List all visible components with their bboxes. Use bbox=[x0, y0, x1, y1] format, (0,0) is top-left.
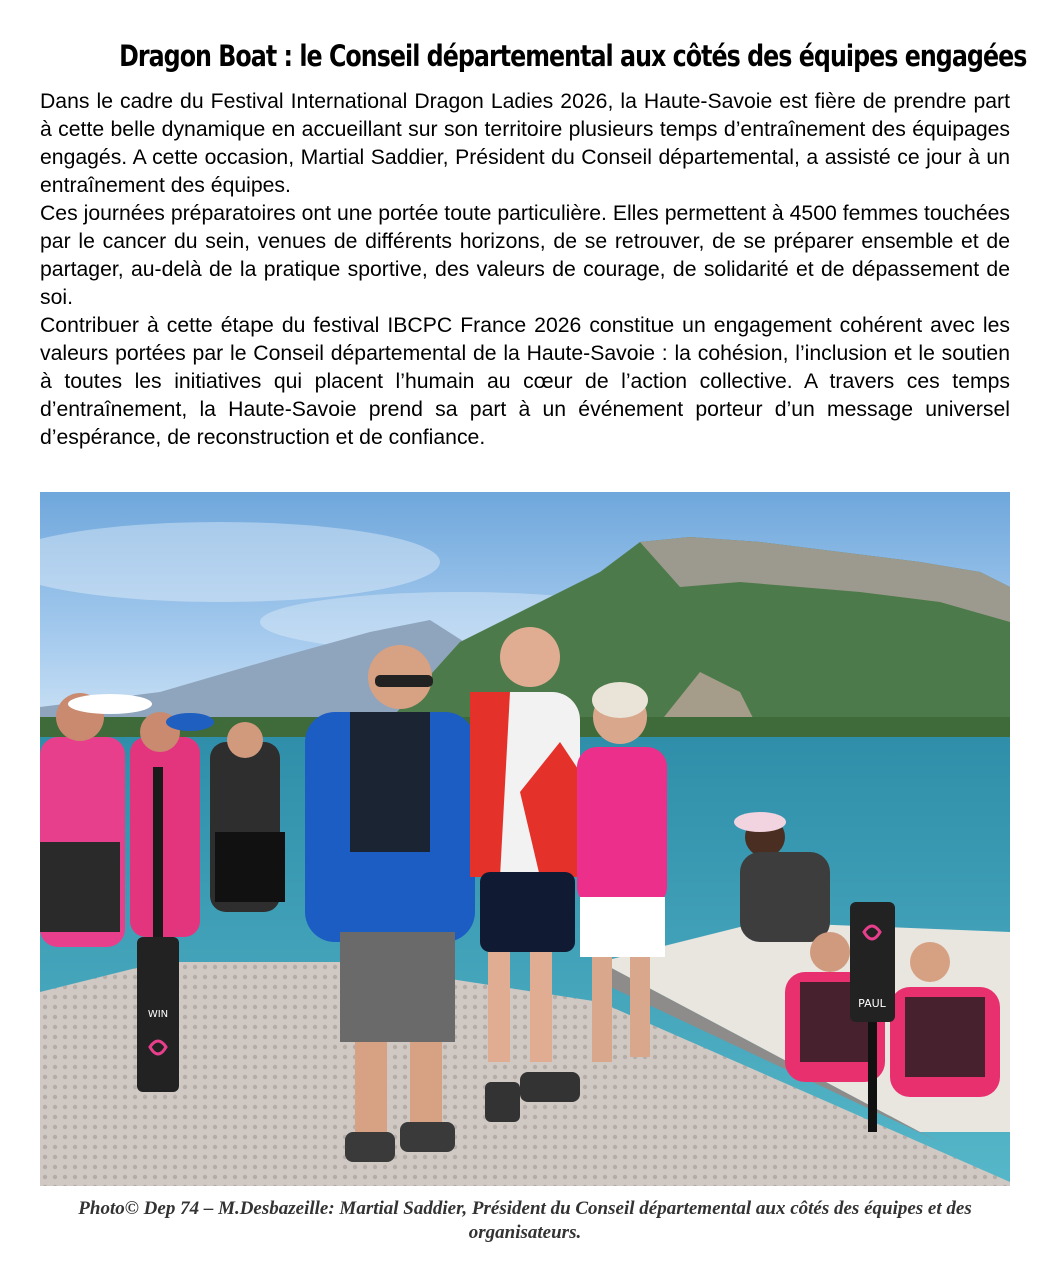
paragraph-3: Contribuer à cette étape du festival IBCPC France 2026 constitue un engagement cohérent avec les valeurs portées par le Conseil départemental de la Haute-Savoie : la cohésion, l’inclusion et le soutien à toutes les initiatives qui placent l’humain au cœur de l’action collective. A travers ces temps d’entraînement, la Haute-Savoie prend sa part à un événement porteur d’un message universel d’espérance, de reconstruction et de confiance. bbox=[40, 314, 1010, 449]
paragraph-2: Ces journées préparatoires ont une portée toute particulière. Elles permettent à 4500 femmes touchées par le cancer du sein, venues de différents horizons, de se retrouver, de se préparer ensemble et de partager, au-delà de la pratique sportive, des valeurs de courage, de solidarité et de dépassement de soi. bbox=[40, 202, 1010, 309]
paddle-text-win: WIN bbox=[147, 1009, 169, 1020]
photo-illustration bbox=[40, 492, 1010, 1186]
photo-caption: Photo© Dep 74 – M.Desbazeille: Martial Saddier, Président du Conseil départemental aux côtés des équipes et des organisateurs. bbox=[78, 1198, 972, 1243]
paragraph-1: Dans le cadre du Festival International Dragon Ladies 2026, la Haute-Savoie est fière de prendre part à cette belle dynamique en accueillant sur son territoire plusieurs temps d’entraînement des équipages engagés. A cette occasion, Martial Saddier, Président du Conseil départemental, a assisté ce jour à un entraînement des équipes. bbox=[40, 90, 1010, 197]
article-photo bbox=[40, 492, 1010, 1186]
paddle-text-paul: PAUL bbox=[858, 997, 886, 1010]
article-headline: Dragon Boat : le Conseil départemental aux côtés des équipes engagées bbox=[119, 39, 1027, 73]
article-body bbox=[40, 88, 1010, 452]
